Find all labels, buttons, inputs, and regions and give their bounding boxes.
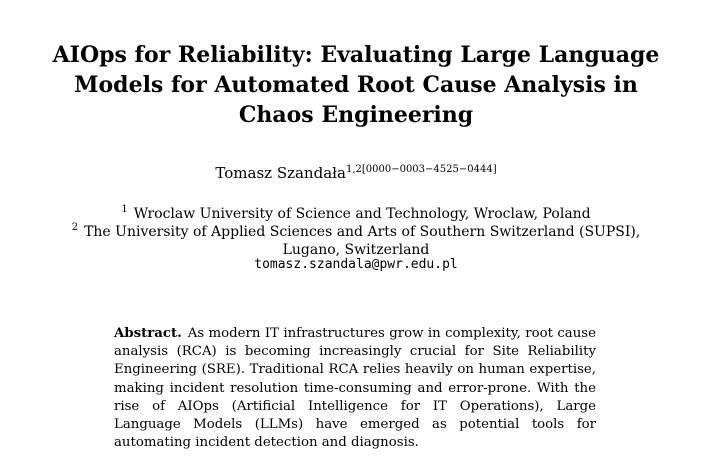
affiliation-2: [70, 219, 642, 259]
affiliation-2-text: The University of Applied Sciences and Arts of Southern Switzerland (SUPSI), Lugano, Switzerland: [84, 224, 641, 258]
abstract-text: As modern IT infrastructures grow in complexity, root cause analysis (RCA) is becoming increasingly crucial for Site Reliability Engineering (SRE). Traditional RCA relies heavily on human expertise, making incident resolution time-consuming and error-prone. With the rise of AIOps (Artificial Intelligence for IT Operations), Large Language Models (LLMs) have emerged as potential tools for automating incident detection and diagnosis.: [114, 326, 596, 451]
affiliation-2-mark: 2: [71, 222, 79, 233]
author-email: tomasz.szandala@pwr.edu.pl: [254, 257, 458, 272]
author-affiliation-marks: 1,2[0000−0003−4525−0444]: [345, 164, 497, 175]
affiliation-1-mark: 1: [121, 204, 128, 215]
author-name: Tomasz Szandała: [215, 164, 346, 182]
abstract-heading: Abstract.: [114, 326, 182, 341]
abstract: [114, 325, 596, 452]
affiliation-1-text: Wroclaw University of Science and Technology, Wroclaw, Poland: [133, 206, 591, 222]
paper-title: AIOps for Reliability: Evaluating Large Language Models for Automated Root Cause Analysis in Chaos Engineering: [52, 42, 660, 128]
author-line: [0, 164, 712, 182]
